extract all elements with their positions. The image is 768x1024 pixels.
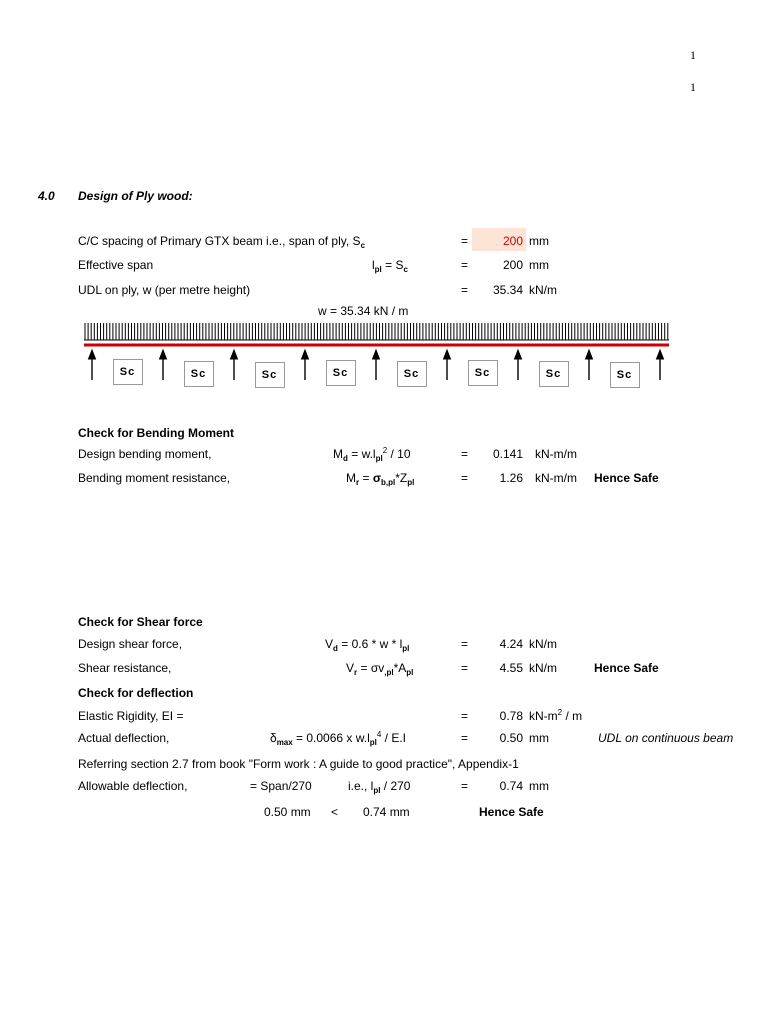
allowable-label: Allowable deflection,	[78, 779, 188, 793]
spacing-value[interactable]: 200	[502, 234, 523, 248]
support-spacing-label: Sc	[539, 361, 569, 387]
shear-resistance-label: Shear resistance,	[78, 661, 172, 675]
udl-eq: =	[461, 283, 469, 297]
rigidity-label: Elastic Rigidity, EI =	[78, 709, 184, 723]
design-bm-formula: $M_d = w.l_{pl}^2 / 10$	[333, 446, 411, 463]
support-spacing-label: Sc	[468, 360, 498, 386]
design-shear-label: Design shear force,	[78, 637, 183, 651]
shear-resistance-value: 4.55	[499, 661, 523, 675]
support-arrow	[373, 350, 380, 380]
section-title: Design of Ply wood:	[78, 189, 193, 203]
actual-deflection-eq: =	[461, 731, 469, 745]
support-spacing-label: Sc	[397, 361, 427, 387]
shear-resistance-formula: $V_r = \sigma v_{,pl}*A_{pl}$	[346, 661, 414, 677]
support-arrow	[657, 350, 664, 380]
support-arrow	[302, 350, 309, 380]
design-shear-unit: kN/m	[529, 637, 557, 651]
actual-deflection-label: Actual deflection,	[78, 731, 170, 745]
support-spacing-label: Sc	[184, 361, 214, 387]
support-spacing-label: Sc	[113, 359, 143, 385]
bm-resistance-label: Bending moment resistance,	[78, 471, 231, 485]
spacing-unit: mm	[529, 234, 549, 248]
support-spacing-label: Sc	[610, 362, 640, 388]
udl-label: UDL on ply, w (per metre height)	[78, 283, 251, 297]
support-spacing-label: Sc	[255, 362, 285, 388]
allowable-value: 0.74	[499, 779, 523, 793]
support-arrow	[444, 350, 451, 380]
eff-span-eq: =	[461, 258, 469, 272]
udl-hatch	[85, 323, 668, 340]
support-arrow	[160, 350, 167, 380]
actual-deflection-value: 0.50	[499, 731, 523, 745]
support-spacing-label: Sc	[326, 360, 356, 386]
compare-operator: <	[331, 805, 339, 819]
udl-unit: kN/m	[529, 283, 557, 297]
rigidity-eq: =	[461, 709, 469, 723]
actual-deflection-unit: mm	[529, 731, 549, 745]
deflection-note: UDL on continuous beam	[598, 731, 734, 745]
support-arrow	[515, 350, 522, 380]
support-arrows	[89, 350, 664, 380]
eff-span-unit: mm	[529, 258, 549, 272]
design-bm-unit: kN-m/m	[535, 447, 577, 461]
design-shear-eq: =	[461, 637, 469, 651]
bm-resistance-unit: kN-m/m	[535, 471, 577, 485]
bm-result: Hence Safe	[594, 471, 659, 485]
design-shear-formula: $V_d = 0.6 * w * l_{pl}$	[325, 637, 410, 653]
compare-left: 0.50 mm	[264, 805, 311, 819]
reference-text: Referring section 2.7 from book "Form work : A guide to good practice", Appendix-1	[78, 757, 519, 771]
shear-result: Hence Safe	[594, 661, 659, 675]
eff-span-label: Effective span	[78, 258, 154, 272]
load-label: w = 35.34 kN / m	[318, 304, 409, 318]
support-arrow	[89, 350, 96, 380]
compare-right: 0.74 mm	[363, 805, 410, 819]
shear-resistance-unit: kN/m	[529, 661, 557, 675]
section-number: 4.0	[38, 189, 55, 203]
support-arrow	[231, 350, 238, 380]
udl-value: 35.34	[492, 283, 523, 297]
support-arrow	[586, 350, 593, 380]
design-bm-value: 0.141	[492, 447, 523, 461]
bending-heading: Check for Bending Moment	[78, 426, 235, 440]
shear-heading: Check for Shear force	[78, 615, 203, 629]
bm-resistance-value: 1.26	[499, 471, 523, 485]
design-bm-eq: =	[461, 447, 469, 461]
deflection-heading: Check for deflection	[78, 686, 194, 700]
bm-resistance-formula: $M_r = \sigma_{b,pl}*Z_{pl}$	[346, 471, 415, 487]
compare-result: Hence Safe	[479, 805, 544, 819]
actual-deflection-formula: $\delta_{max} = 0.0066$ x $w.l_{pl}^4 / E.I$	[270, 730, 407, 747]
page-number-1: 1	[690, 48, 696, 62]
spacing-eq: =	[461, 234, 469, 248]
design-shear-value: 4.24	[499, 637, 523, 651]
eff-span-formula: $l_{pl} = S_c$	[372, 258, 408, 274]
page-number-2: 1	[690, 80, 696, 94]
shear-resistance-eq: =	[461, 661, 469, 675]
bm-resistance-eq: =	[461, 471, 469, 485]
allowable-formula-a: = Span/270	[250, 779, 312, 793]
rigidity-unit: $kN-m^2$ / m	[529, 708, 583, 723]
spacing-label: C/C spacing of Primary GTX beam i.e., span of ply, $S_c$	[78, 234, 366, 250]
eff-span-value: 200	[502, 258, 523, 272]
design-bm-label: Design bending moment,	[78, 447, 212, 461]
allowable-formula-b: i.e., $l_{pl} / 270$	[348, 779, 411, 795]
rigidity-value: 0.78	[499, 709, 523, 723]
allowable-eq: =	[461, 779, 469, 793]
allowable-unit: mm	[529, 779, 549, 793]
